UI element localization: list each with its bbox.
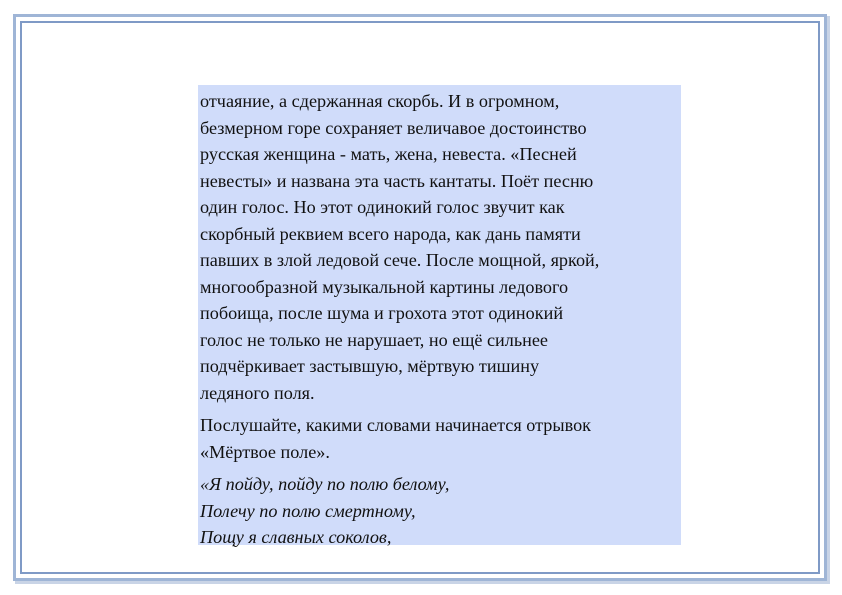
frame-shadow <box>827 16 830 583</box>
poem-line: Полечу по полю смертному, <box>200 500 416 521</box>
text-line: «Мёртвое поле». <box>200 441 330 462</box>
poem-line: Пощу я славных соколов, <box>200 527 392 547</box>
poem-quote <box>200 471 681 551</box>
text-line: отчаяние, а сдержанная скорбь. И в огромном, <box>200 91 560 111</box>
paragraph-prompt <box>200 412 681 465</box>
text-line: голос не только не нарушает, но ещё сильнее <box>200 329 548 350</box>
text-box <box>198 85 681 545</box>
text-line: подчёркивает застывшую, мёртвую тишину <box>200 356 540 376</box>
text-line: невесты» и названа эта часть кантаты. Поёт песню <box>200 170 594 191</box>
text-line: Послушайте, какими словами начинается отрывок <box>200 415 592 435</box>
text-line: побоища, после шума и грохота этот одинокий <box>200 303 564 323</box>
frame-shadow <box>15 581 830 584</box>
text-line: многообразной музыкальной картины ледового <box>200 276 569 297</box>
text-line: ледяного поля. <box>200 382 315 403</box>
text-line: безмерном горе сохраняет величавое достоинство <box>200 117 587 138</box>
paragraph-body <box>200 88 681 406</box>
text-line: русская женщина - мать, жена, невеста. «Песней <box>200 144 577 164</box>
text-line: один голос. Но этот одинокий голос звучит как <box>200 197 565 217</box>
poem-line: «Я пойду, пойду по полю белому, <box>200 474 450 494</box>
text-line: скорбный реквием всего народа, как дань памяти <box>200 223 581 244</box>
text-line: павших в злой ледовой сече. После мощной, яркой, <box>200 250 600 270</box>
